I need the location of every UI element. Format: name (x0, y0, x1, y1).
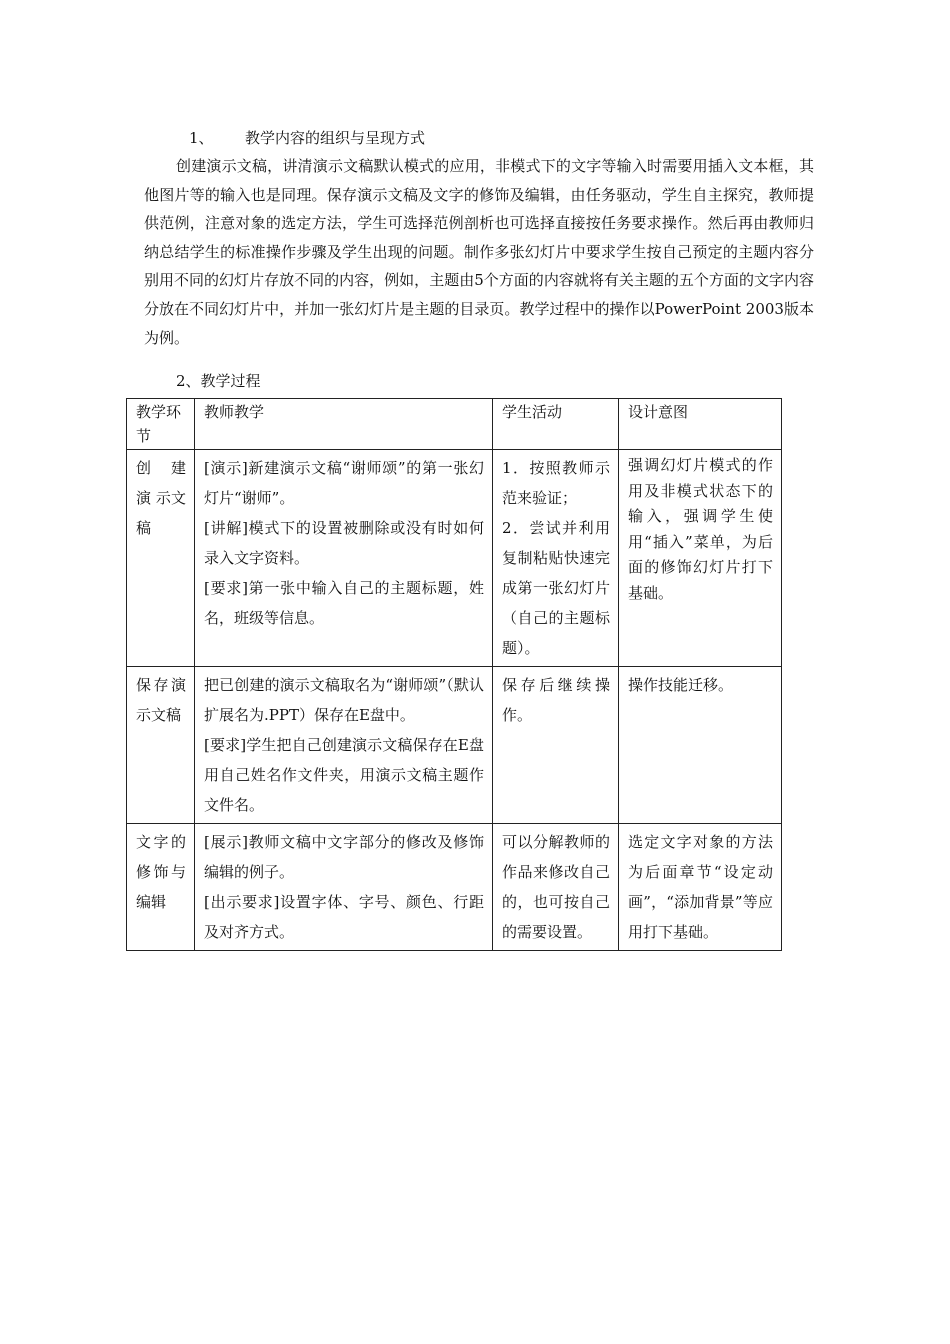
stage-label: 保存演示文稿 (136, 676, 186, 724)
stage-cell (127, 667, 195, 824)
teacher-item: [要求]第一张中输入自己的主题标题，姓名，班级等信息。 (204, 579, 484, 627)
section-heading-2: 2、教学过程 (176, 372, 261, 390)
stage-label: 创 建 演 示文稿 (136, 459, 186, 537)
student-item: 可以分解教师的作品来修改自己的，也可按自己的需要设置。 (502, 833, 610, 941)
student-cell (493, 450, 619, 667)
teacher-item: [出示要求]设置字体、字号、颜色、行距及对齐方式。 (204, 893, 484, 941)
section-title: 教学内容的组织与呈现方式 (245, 129, 426, 147)
teacher-item: [展示]教师文稿中文字部分的修改及修饰编辑的例子。 (204, 833, 484, 881)
teacher-cell (195, 667, 493, 824)
intent-text: 操作技能迁移。 (628, 676, 734, 694)
section-number: 1、 (189, 129, 214, 147)
intent-text: 选定文字对象的方法为后面章节“设定动画”，“添加背景”等应用打下基础。 (628, 833, 773, 941)
table-header-row (127, 399, 782, 450)
teaching-process-table (126, 398, 782, 951)
section-heading-1 (189, 128, 425, 148)
teacher-item: 把已创建的演示文稿取名为“谢师颂”（默认扩展名为.PPT）保存在E盘中。 (204, 676, 484, 724)
student-cell (493, 824, 619, 951)
student-item: 2．尝试并利用复制粘贴快速完成第一张幻灯片（自己的主题标题）。 (502, 519, 610, 657)
body-paragraph (144, 152, 814, 352)
teacher-item: [要求]学生把自己创建演示文稿保存在E盘用自己姓名作文件夹，用演示文稿主题作文件名。 (204, 736, 484, 814)
student-item: 保存后继续操作。 (502, 676, 610, 724)
header-intent: 设计意图 (619, 399, 782, 450)
header-stage: 教学环节 (127, 399, 195, 450)
table-row (127, 450, 782, 667)
teacher-cell (195, 450, 493, 667)
table-row (127, 667, 782, 824)
stage-text (136, 453, 186, 543)
header-teacher: 教师教学 (195, 399, 493, 450)
teacher-item: [讲解]模式下的设置被删除或没有时如何录入文字资料。 (204, 519, 484, 567)
intent-cell (619, 667, 782, 824)
teacher-cell (195, 824, 493, 951)
intent-text: 强调幻灯片模式的作用及非模式状态下的输入，强调学生使用“插入”菜单，为后面的修饰幻灯片打下基础。 (628, 456, 773, 602)
student-cell (493, 667, 619, 824)
intent-cell (619, 824, 782, 951)
paragraph-text: 创建演示文稿，讲清演示文稿默认模式的应用，非模式下的文字等输入时需要用插入文本框，其他图片等的输入也是同理。保存演示文稿及文字的修饰及编辑，由任务驱动，学生自主探究，教师提供范例，注意对象的选定方法，学生可选择范例剖析也可选择直接按任务要求操作。然后再由教师归纳总结学生的标准操作步骤及学生出现的问题。制作多张幻灯片中要求学生按自己预定的主题内容分别用不同的幻灯片存放不同的内容，例如，主题由5个方面的内容就将有关主题的五个方面的文字内容分放在不同幻灯片中，并加一张幻灯片是主题的目录页。教学过程中的操作以PowerPoint 2003版本为例。 (144, 157, 814, 347)
stage-cell (127, 824, 195, 951)
header-student: 学生活动 (493, 399, 619, 450)
teacher-item: [演示]新建演示文稿“谢师颂”的第一张幻灯片“谢师”。 (204, 459, 484, 507)
student-item: 1．按照教师示范来验证； (502, 459, 610, 507)
stage-cell (127, 450, 195, 667)
stage-label: 文字的修饰与编辑 (136, 833, 186, 911)
table-row (127, 824, 782, 951)
intent-cell (619, 450, 782, 667)
